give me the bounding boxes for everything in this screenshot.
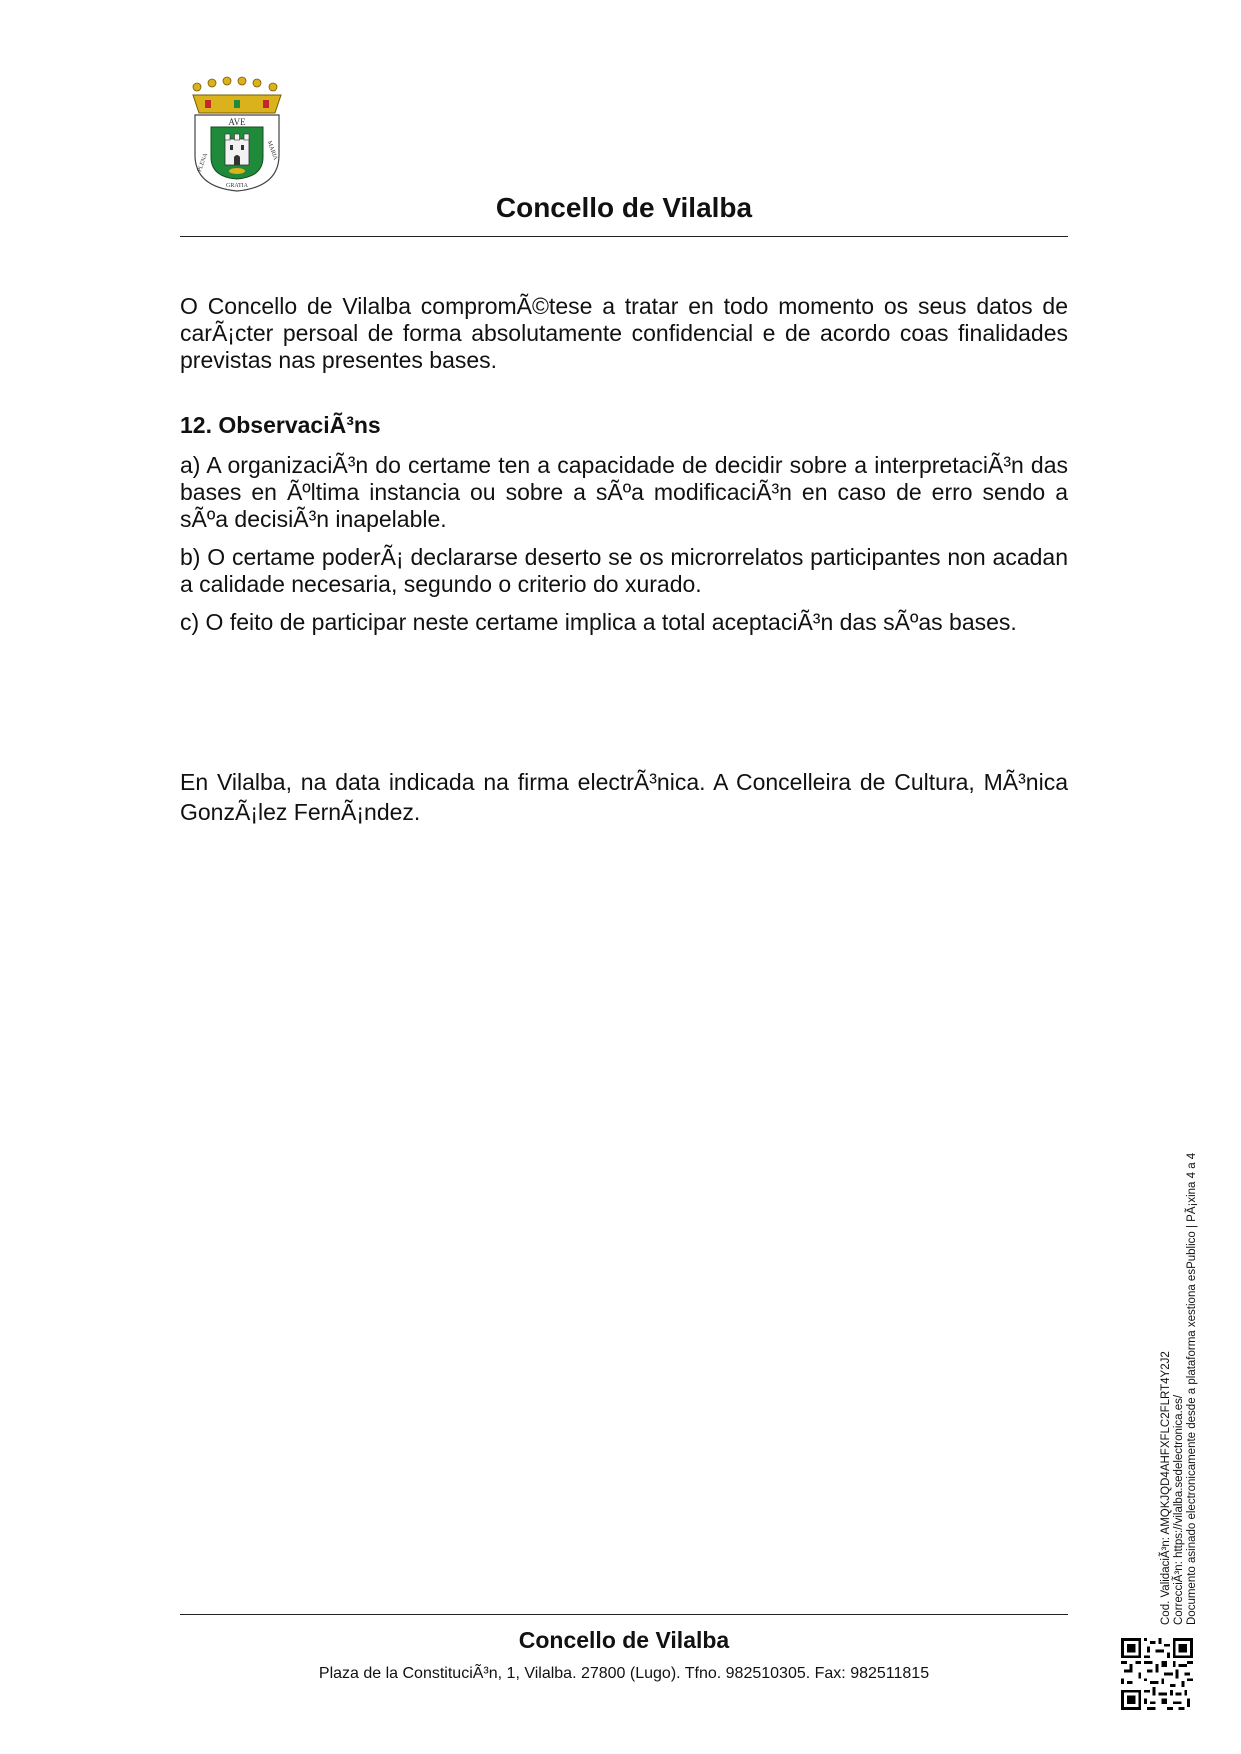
footer-address: Plaza de la ConstituciÃ³n, 1, Vilalba. 27800 (Lugo). Tfno. 982510305. Fax: 982511815 <box>318 1665 930 1682</box>
footer-divider <box>180 1614 1068 1615</box>
observation-b: b) O certame poderÃ¡ declararse deserto se os microrrelatos participantes non acadan a calidade necesaria, segundo o criterio do xurado. <box>180 544 1068 597</box>
page-header-title: Concello de Vilalba <box>495 192 753 223</box>
closing-signature-paragraph <box>180 767 1068 827</box>
validation-sidebar <box>1160 1153 1199 1625</box>
verification-url: CorrecciÃ³n: https://vilalba.sedelectronica.es/ <box>1173 1394 1185 1625</box>
coat-motto-left: PLENA <box>196 152 210 173</box>
crown-icon <box>193 77 281 113</box>
observation-a: a) A organizaciÃ³n do certame ten a capacidade de decidir sobre a interpretaciÃ³n das bases en Ãºltima instancia ou sobre a sÃºa modificaciÃ³n en caso de erro sendo a sÃºa decisiÃ³n inapelable. <box>180 452 1068 532</box>
header-divider <box>180 236 1068 237</box>
observation-c: c) O feito de participar neste certame implica a total aceptaciÃ³n das sÃºas bases. <box>180 609 1017 635</box>
privacy-paragraph <box>180 293 1068 374</box>
footer-title: Concello de Vilalba <box>518 1627 730 1653</box>
coat-motto-bottom: GRATIA <box>226 183 248 189</box>
coat-of-arms-logo <box>185 75 289 193</box>
qr-code-icon[interactable] <box>1121 1638 1193 1710</box>
observations-list <box>180 452 1068 647</box>
coat-motto-right: MARIA <box>265 140 279 162</box>
intro-text: O Concello de Vilalba compromÃ©tese a tratar en todo momento os seus datos de carÃ¡cter persoal de forma absolutamente confidencial e de acordo coas finalidades previstas nas presentes bases. <box>180 293 1068 373</box>
coat-motto-top: AVE <box>228 117 246 127</box>
signature-note: Documento asinado electronicamente desde a plataforma xestiona esPublico | PÃ¡xina 4 a 4 <box>1186 1152 1198 1625</box>
validation-code: Cod. ValidaciÃ³n: AMQKJQD4AHFXFLC2FLRT4Y2J2 <box>1160 1351 1172 1625</box>
closing-text: En Vilalba, na data indicada na firma electrÃ³nica. A Concelleira de Cultura, MÃ³nica GonzÃ¡lez FernÃ¡ndez. <box>180 769 1068 825</box>
section-heading: 12. ObservaciÃ³ns <box>180 412 381 438</box>
